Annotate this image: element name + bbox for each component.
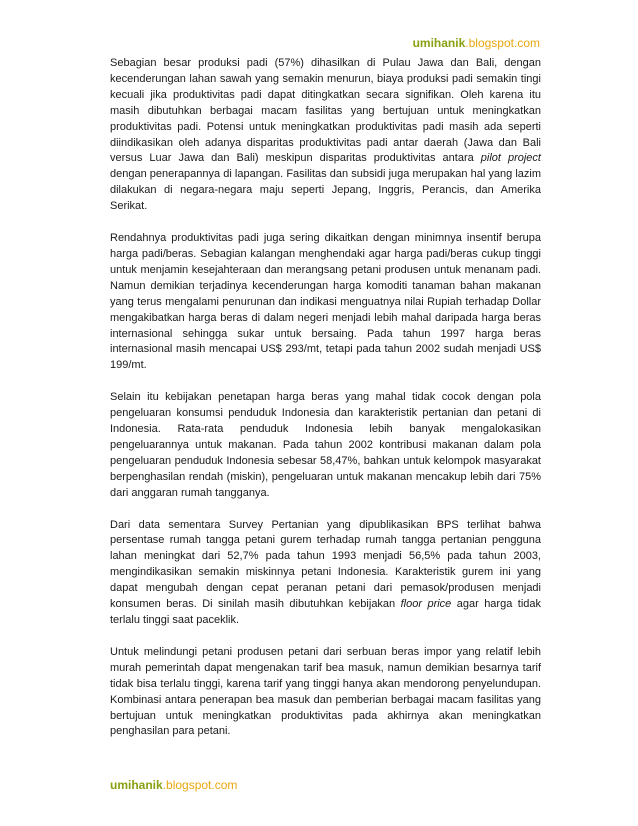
paragraph (110, 390, 541, 501)
paragraph (110, 518, 541, 629)
paragraph-text: dengan penerapannya di lapangan. Fasilitas dan subsidi juga merupakan hal yang lazim dilakukan di negara-negara maju seperti Jepang, Inggris, Perancis, dan Amerika Serikat. (110, 168, 541, 213)
footer-site-name: umihanik (110, 778, 163, 792)
paragraph-italic-term: floor price (400, 598, 452, 611)
header-site-name: umihanik (412, 36, 466, 50)
header-site-url[interactable] (413, 36, 540, 50)
paragraph (110, 56, 541, 215)
footer-site-url[interactable] (110, 778, 237, 792)
paragraph-text: Sebagian besar produksi padi (57%) dihasilkan di Pulau Jawa dan Bali, dengan kecenderungan lahan sawah yang semakin menurun, biaya produksi padi semakin tingi kecuali jika produktivitas padi dapat ditingkatkan secara signifikan. Oleh karena itu masih dibutuhkan berbagai macam fasilitas yang bertujuan untuk meningkatkan produktivitas padi. Potensi untuk meningkatkan produktivitas padi masih ada seperti diindikasikan oleh adanya disparitas produktivitas padi antar daerah (Jawa dan Bali versus Luar Jawa dan Bali) meskipun disparitas produktivitas antara (110, 57, 541, 165)
paragraph (110, 231, 541, 374)
paragraph-text: agar harga tidak terlalu tinggi saat paceklik. (110, 598, 541, 626)
paragraph-text: Rendahnya produktivitas padi juga sering dikaitkan dengan minimnya insentif berupa harga padi/beras. Sebagian kalangan menghendaki agar harga padi/beras cukup tinggi untuk menjamin kesejahteraan dan merangsang petani produsen untuk menanam padi. Namun demikian terjadinya kecenderungan harga komoditi tanaman bahan makanan yang terus mengalami penurunan dan indikasi menguatnya nilai Rupiah terhadap Dollar mengakibatkan harga beras di dalam negeri menjadi lebih mahal daripada harga beras internasional sehingga sukar untuk bersaing. Pada tahun 1997 harga beras internasional masih mencapai US$ 293/mt, tetapi pada tahun 2002 sudah menjadi US$ 199/mt. (110, 232, 541, 372)
paragraph-italic-term: pilot project (480, 152, 541, 165)
paragraph-text: Dari data sementara Survey Pertanian yang dipublikasikan BPS terlihat bahwa persentase rumah tangga petani gurem terhadap rumah tangga pertanian pengguna lahan meningkat dari 52,7% pada tahun 1993 menjadi 56,5% pada tahun 2003, mengindikasikan semakin miskinnya petani Indonesia. Karakteristik gurem ini yang dapat mengubah dengan cepat peranan petani dari pemasok/produsen menjadi konsumen beras. Di sinilah masih dibutuhkan kebijakan (110, 518, 541, 611)
document-body (110, 56, 541, 756)
paragraph-text: Selain itu kebijakan penetapan harga beras yang mahal tidak cocok dengan pola pengeluaran konsumsi penduduk Indonesia dan karakteristik pertanian dan petani di Indonesia. Rata-rata penduduk Indonesia lebih banyak mengalokasikan pengeluarannya untuk makanan. Pada tahun 2002 kontribusi makanan dalam pola pengeluaran penduduk Indonesia sebesar 58,47%, bahkan untuk kelompok masyarakat berpenghasilan rendah (miskin), pengeluaran untuk makanan mencakup lebih dari 75% dari anggaran rumah tangganya. (110, 391, 541, 499)
footer-site-domain: .blogspot.com (162, 778, 238, 792)
header-site-domain: .blogspot.com (465, 36, 540, 50)
paragraph (110, 645, 541, 740)
paragraph-text: Untuk melindungi petani produsen petani dari serbuan beras impor yang relatif lebih murah pemerintah dapat mengenakan tarif bea masuk, namun demikian besarnya tarif tidak bisa terlalu tinggi, karena tarif yang tinggi hanya akan mendorong penyelundupan. Kombinasi antara penerapan bea masuk dan pemberian berbagai macam fasilitas yang bertujuan untuk meningkatkan produktivitas pada akhirnya akan meningkatkan penghasilan para petani. (110, 645, 541, 738)
